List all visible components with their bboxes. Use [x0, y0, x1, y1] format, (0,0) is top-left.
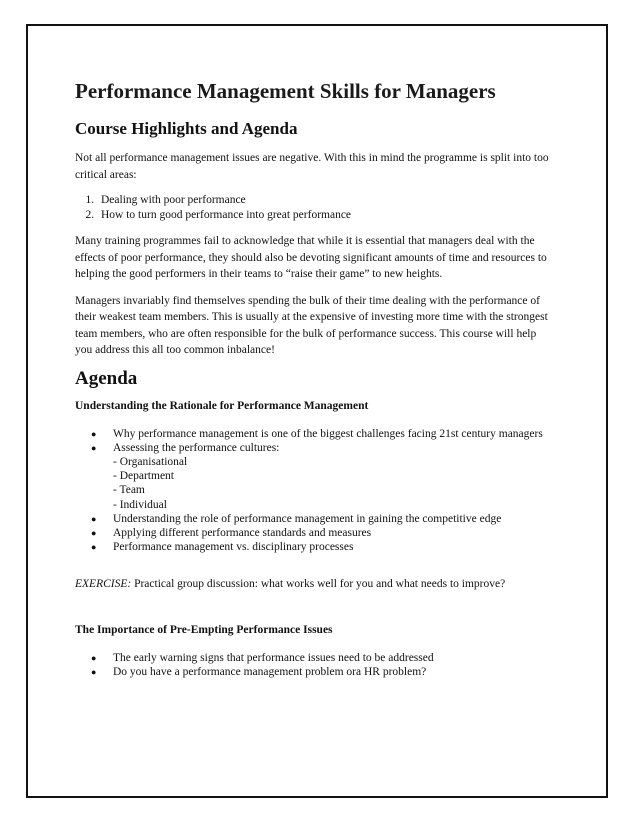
list-item	[75, 441, 555, 512]
bullet-icon: ●	[91, 667, 97, 678]
bullet-icon: ●	[91, 428, 97, 439]
section2-list	[75, 651, 555, 679]
area-item: 1. Dealing with poor performance	[97, 193, 555, 208]
culture-item: - Organisational	[113, 455, 188, 468]
exercise-text: Practical group discussion: what works well for you and what needs to improve?	[131, 578, 506, 591]
exercise-paragraph	[75, 576, 555, 593]
page-title: Performance Management Skills for Managers	[75, 79, 496, 103]
list-item	[75, 540, 555, 554]
exercise-label: EXERCISE:	[75, 578, 132, 591]
list-item	[75, 427, 555, 441]
section1-title: Understanding the Rationale for Performance Management	[75, 399, 369, 412]
paragraph-training: Many training programmes fail to acknowledge that while it is essential that managers deal with the effects of poor performance, they should also be devoting significant amounts of time and resources to helping the good performers in their teams to “raise their game” to new heights.	[75, 235, 547, 280]
highlights-heading: Course Highlights and Agenda	[75, 119, 298, 138]
bullet-icon: ●	[91, 513, 97, 524]
list-item	[75, 512, 555, 526]
section1-list	[75, 427, 555, 555]
culture-item: - Team	[113, 484, 145, 497]
section2-title: The Importance of Pre-Empting Performance Issues	[75, 623, 333, 636]
list-item	[75, 526, 555, 540]
bullet-icon: ●	[91, 542, 97, 553]
bullet-icon: ●	[91, 442, 97, 453]
list-item-text: Do you have a performance management problem ora HR problem?	[113, 666, 427, 679]
areas-list	[75, 193, 555, 223]
list-item-text: The early warning signs that performance issues need to be addressed	[113, 651, 434, 664]
culture-item: - Department	[113, 470, 174, 483]
agenda-heading: Agenda	[75, 367, 138, 389]
intro-paragraph: Not all performance management issues are negative. With this in mind the programme is split into too critical areas:	[75, 152, 549, 181]
list-item-text: Performance management vs. disciplinary processes	[113, 541, 354, 554]
bullet-icon: ●	[91, 527, 97, 538]
paragraph-managers: Managers invariably find themselves spending the bulk of their time dealing with the performance of their weakest team members. This is usually at the expensive of investing more time with the strongest team members, who are often responsible for the bulk of performance success. This course will help you address this all too common inbalance!	[75, 294, 548, 356]
list-item-text: Applying different performance standards and measures	[113, 526, 372, 539]
list-item-text: Understanding the role of performance management in gaining the competitive edge	[113, 512, 502, 525]
area-item: 2. How to turn good performance into great performance	[97, 208, 555, 223]
list-item-text: Assessing the performance cultures:	[113, 441, 280, 454]
culture-item: - Individual	[113, 498, 167, 511]
document-body	[75, 78, 555, 689]
bullet-icon: ●	[91, 652, 97, 663]
list-item	[75, 651, 555, 665]
list-item-text: Why performance management is one of the biggest challenges facing 21st century managers	[113, 427, 543, 440]
list-item	[75, 665, 555, 679]
